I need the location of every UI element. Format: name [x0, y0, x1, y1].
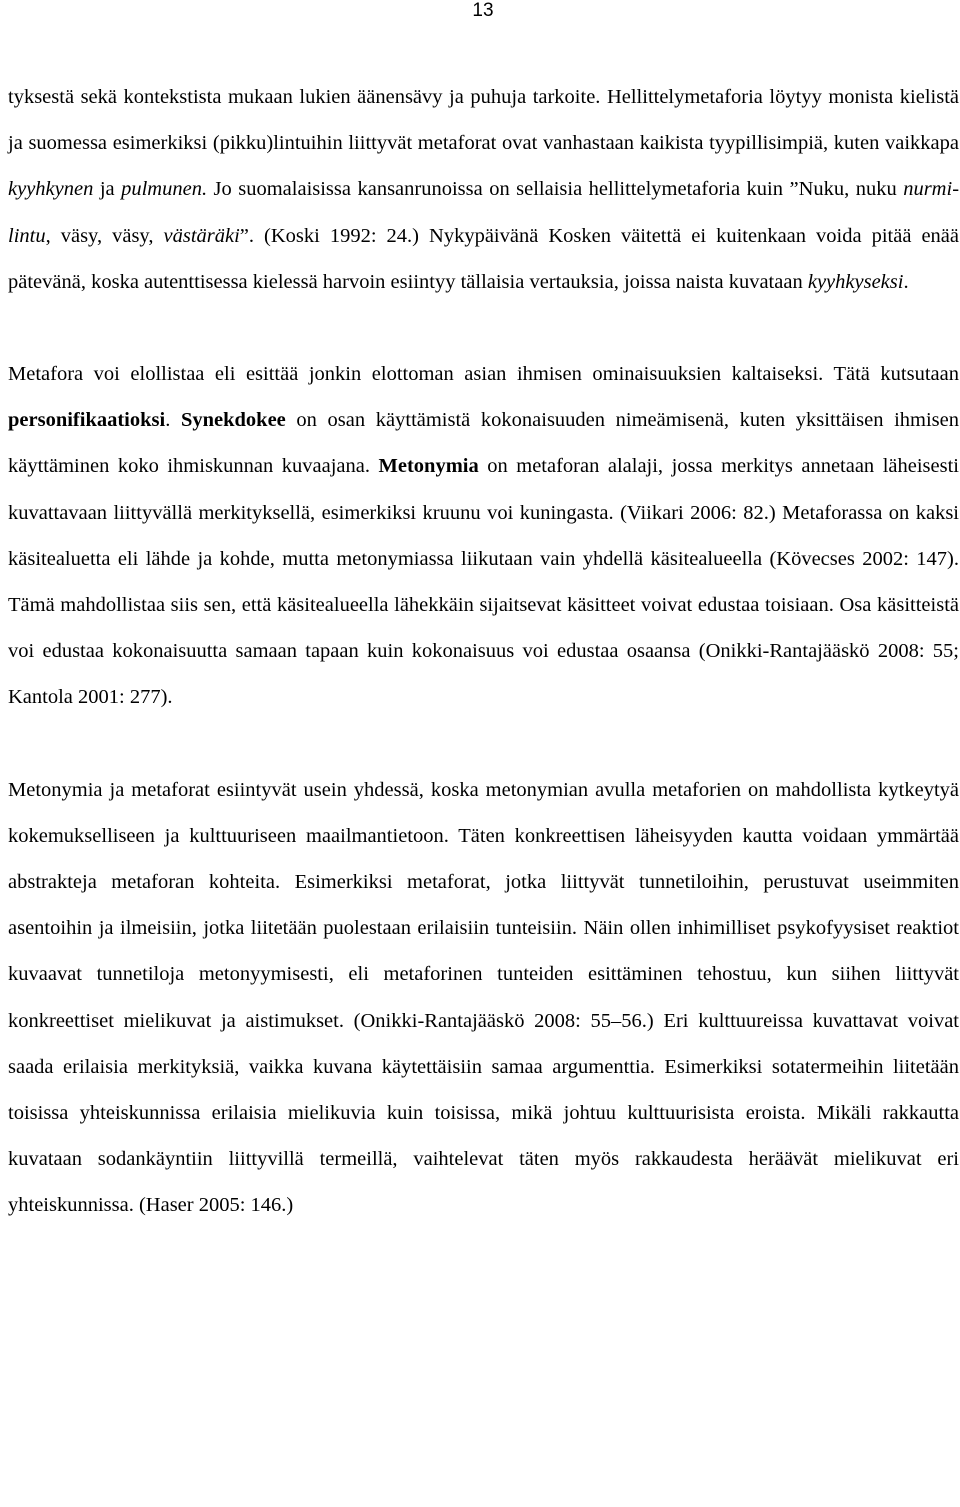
document-body — [8, 74, 959, 1229]
text-run: . — [903, 270, 909, 293]
text-run: . — [165, 409, 181, 432]
italic-term: pulmunen. — [121, 178, 208, 201]
text-run: tyksestä sekä kontekstista mukaan lukien äänensävy ja puhuja tarkoite. Hellittelymetaforia löytyy monista kielistä ja suomessa esimerkiksi (pikku)lintuihin liittyvät metaforat ovat vanhastaan kaikista tyypillisimpiä, kuten vaikkapa — [8, 86, 959, 155]
text-run: , väsy, väsy, — [45, 224, 164, 247]
text-run: ”. (Koski 1992: 24.) Nykypäivänä Kosken väitettä ei kuitenkaan voida pitää enää pätevänä, koska autenttisessa kielessä harvoin esiintyy tällaisia vertauksia, joissa naista kuvataan — [8, 224, 959, 293]
paragraph-3 — [8, 767, 959, 1229]
text-run: Metonymia ja metaforat esiintyvät usein yhdessä, koska metonymian avulla metaforien on mahdollista kytkeytyä kokemukselliseen ja kulttuuriseen maailmantietoon. Täten konkreettisen läheisyyden kautta voidaan ymmärtää abstrakteja metaforan kohteita. Esimerkiksi metaforat, jotka liittyvät tunnetiloihin, perustuvat useimmiten asentoihin ja ilmeisiin, jotka liitetään puolestaan erilaisiin tunteisiin. Näin ollen inhimilliset psykofyysiset reaktiot kuvaavat tunnetiloja metonyymisesti, eli metaforinen tunteiden esittäminen tehostuu, kun siihen liittyvät konkreettiset mielikuvat ja aistimukset. (Onikki-Rantajääskö 2008: 55–56.) Eri kulttuureissa kuvattavat voivat saada erilaisia merkityksiä, vaikka kuvana käytettäisiin samaa argumenttia. Esimerkiksi sotatermeihin liitetään toisissa yhteiskunnissa erilaisia mielikuvia kuin toisissa, mikä johtuu kulttuurisista eroista. Mikäli rakkautta kuvataan sodankäyntiin liittyvillä termeillä, vaihtelevat täten myös rakkaudesta heräävät mielikuvat eri yhteiskunnissa. (Haser 2005: 146.) — [8, 778, 959, 1217]
page-number: 13 — [472, 0, 494, 21]
text-run: ja — [93, 178, 122, 201]
italic-term: kyyhkyseksi — [807, 270, 904, 293]
text-run: on metaforan alalaji, jossa merkitys annetaan läheisesti kuvattavaan liittyvällä merkityksellä, esimerkiksi kruunu voi kuningasta. (Viikari 2006: 82.) Metaforassa on kaksi käsitealuetta eli lähde ja kohde, mutta metonymiassa liikutaan vain yhdellä käsitealueella (Kövecses 2002: 147). Tämä mahdollistaa siis sen, että käsitealueella lähekkäin sijaitsevat käsitteet voivat edustaa toisiaan. Osa käsitteistä voi edustaa kokonaisuutta samaan tapaan kuin kokonaisuus voi edustaa osaansa (Onikki-Rantajääskö 2008: 55; Kantola 2001: 277). — [8, 455, 959, 709]
text-run: Metafora voi elollistaa eli esittää jonkin elottoman asian ihmisen ominaisuuksien kaltaiseksi. Tätä kutsutaan — [8, 363, 959, 386]
paragraph-2 — [8, 351, 959, 721]
italic-term: nurmilintu — [8, 178, 960, 247]
bold-term: Synekdokee — [180, 409, 286, 432]
text-run: on osan käyttämistä kokonaisuuden nimeämisenä, kuten yksittäisen ihmisen käyttäminen koko ihmiskunnan kuvaajana. — [8, 409, 960, 478]
bold-term: Metonymia — [378, 455, 479, 478]
paragraph-1 — [8, 74, 959, 305]
bold-term: personifikaatioksi — [8, 409, 166, 432]
text-run: Jo suomalaisissa kansanrunoissa on sellaisia hellittelymetaforia kuin ”Nuku, nuku — [207, 178, 904, 201]
italic-term: västäräki — [163, 224, 240, 247]
italic-term: kyyhkynen — [8, 178, 94, 201]
